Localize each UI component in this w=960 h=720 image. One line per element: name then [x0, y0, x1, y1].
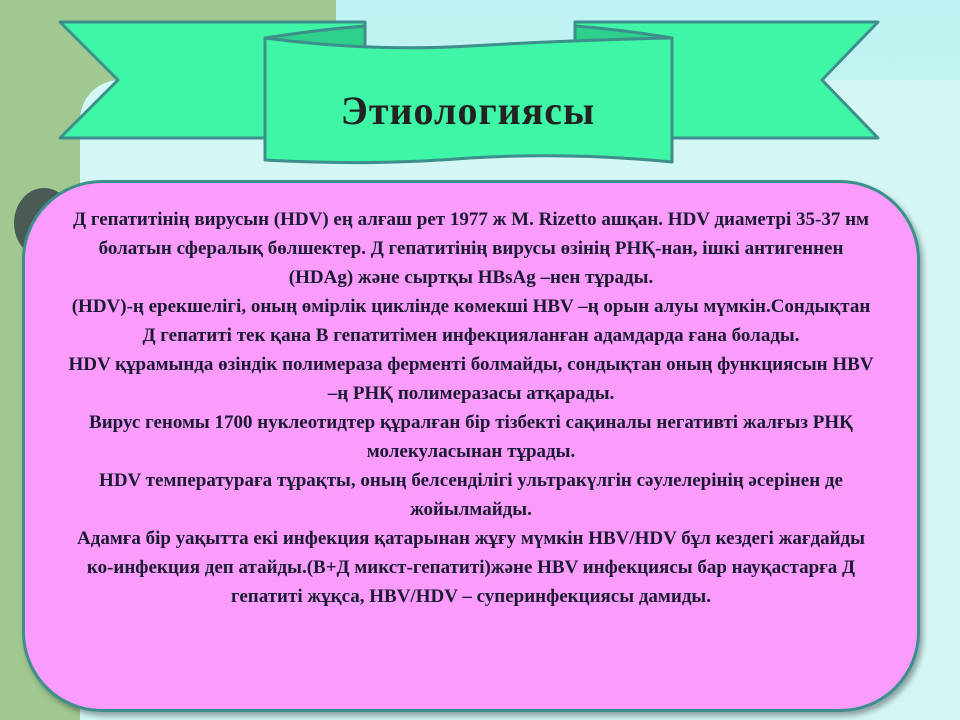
paragraph-coinfection: Адамға бір уақытта екі инфекция қатарынан жұғу мүмкін HBV/HDV бұл кездегі жағдайды ко-инфекция деп атайды.(В+Д микст-гепатиті)және HBV инфекциясы бар науқастарға Д гепатиті жұқса, HBV/HDV – суперинфекциясы дамиды.	[76, 528, 865, 607]
paragraph-genome: Вирус геномы 1700 нуклеотидтер құралған бір тізбекті сақиналы негативті жалғыз РНҚ молекуласынан тұрады.	[89, 412, 853, 462]
body-text	[65, 205, 877, 611]
content-card	[22, 180, 920, 712]
page-title: Этиологиясы	[340, 87, 596, 133]
paragraph-discovery: Д гепатитінің вирусын (HDV) ең алғаш рет 1977 ж M. Rizetto ашқан. HDV диаметрі 35-37 нм болатын сфералық бөлшектер. Д гепатитінің вирусы өзінің РНҚ-нан, ішкі антигеннен (HDAg) және сыртқы HBsAg –нен тұрады.	[73, 209, 869, 288]
paragraph-polymerase: HDV құрамында өзіндік полимераза ферменті болмайды, сондықтан оның функциясын HBV –ң РНҚ полимеразасы атқарады.	[68, 354, 874, 404]
paragraph-stability: HDV температураға тұрақты, оның белсенділігі ультракүлгін сәулелерінің әсерінен де жойылмайды.	[99, 470, 843, 520]
paragraph-helper-virus: (HDV)-ң ерекшелігі, оның өмірлік циклінде көмекші HBV –ң орын алуы мүмкін.Сондықтан Д гепатиті тек қана В гепатитімен инфекцияланған адамдарда ғана болады.	[71, 296, 871, 346]
